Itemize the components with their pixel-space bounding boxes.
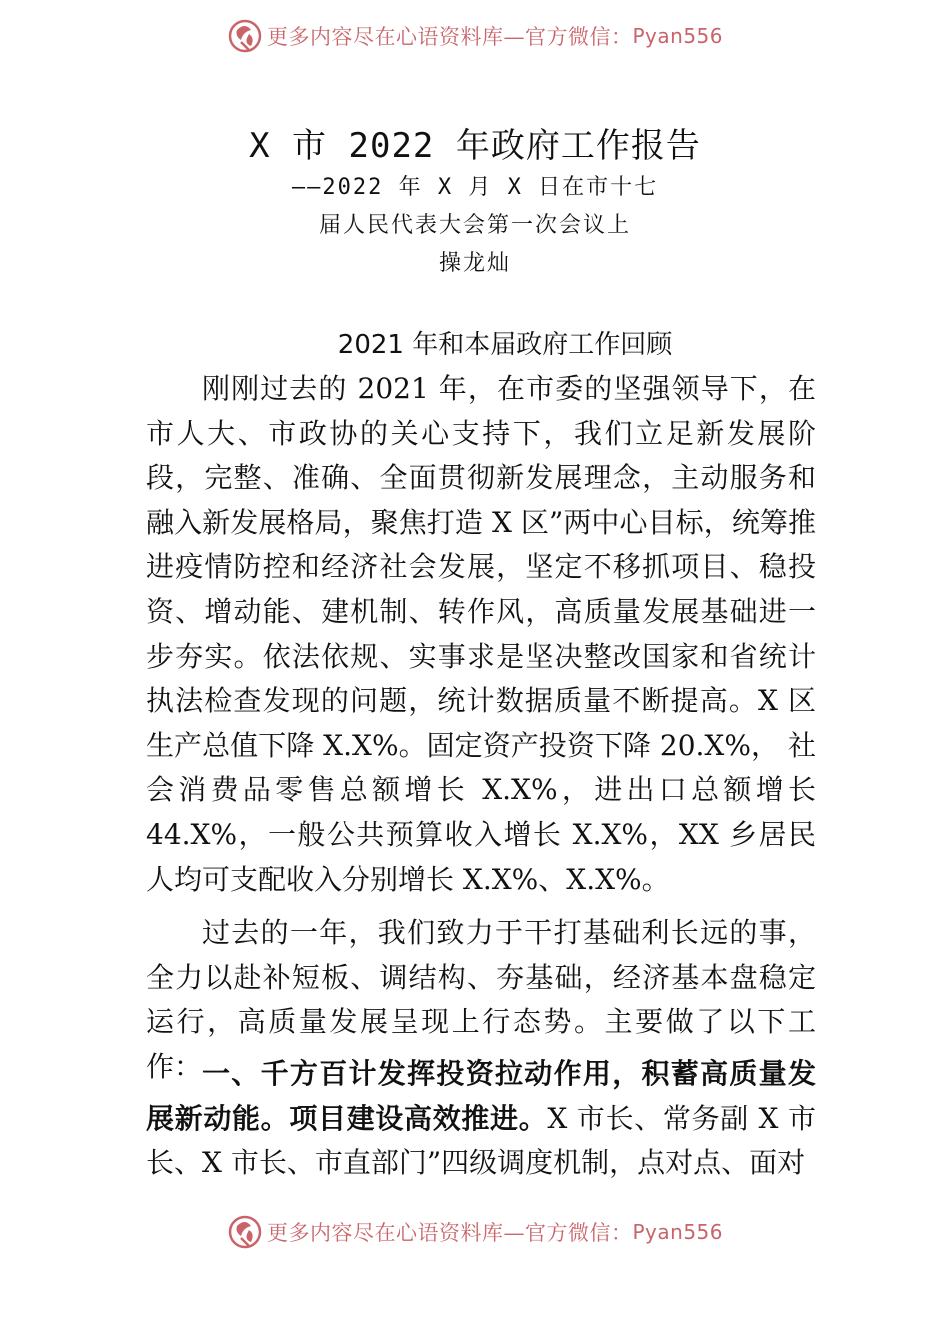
- clover-logo-icon: [227, 1214, 263, 1250]
- watermark-contact: Pyan556: [632, 24, 723, 48]
- paragraph-review: 刚刚过去的 2021 年，在市委的坚强领导下，在市人大、市政协的关心支持下，我们立足新发展阶段，完整、准确、全面贯彻新发展理念，主动服务和融入新发展格局，聚焦打造 X 区”两中心目标，统筹推进疫情防控和经济社会发展，坚定不移抓项目、稳投资、增动能、建机制、转作风，高质量发展基础进一步夯实。依法依规、实事求是坚决整改国家和省统计执法检查发现的问题，统计数据质量不断提高。X 区生产总值下降 X.X%。固定资产投资下降 20.X%， 社会消费品零售总额增长 X.X%，进出口总额增长 44.X%，一般公共预算收入增长 X.X%，XX 乡居民人均可支配收入分别增长 X.X%、X.X%。: [146, 372, 816, 896]
- document-title: X 市 2022 年政府工作报告: [249, 126, 701, 166]
- watermark-contact: Pyan556: [632, 1220, 723, 1244]
- watermark-text: 更多内容尽在心语资料库—官方微信：: [266, 1221, 633, 1245]
- section-heading: 2021 年和本届政府工作回顾: [337, 330, 673, 360]
- watermark-footer: [0, 1210, 950, 1254]
- paragraph-section-one-heading: 一、千方百计发挥投资拉动作用，积蓄高质量发展新动能。项目建设高效推进。: [146, 1057, 816, 1135]
- watermark-text: 更多内容尽在心语资料库—官方微信：: [266, 25, 633, 49]
- watermark-header: [0, 14, 950, 58]
- subtitle-line-2: 届人民代表大会第一次会议上: [318, 213, 631, 238]
- paragraph-section-one: [146, 1052, 816, 1186]
- paragraph-section-one-text: X 市长、常务副 X 市长、X 市长、市直部门”四级调度机制，点对点、面对: [146, 1101, 816, 1180]
- clover-logo-icon: [227, 18, 263, 54]
- subtitle-line-1: ——2022 年 X 月 X 日在市十七: [291, 175, 659, 200]
- subtitle-author: 操龙灿: [438, 251, 511, 276]
- paragraph-summary: 过去的一年，我们致力于干打基础利长远的事，全力以赴补短板、调结构、夯基础，经济基本盘稳定运行，高质量发展呈现上行态势。主要做了以下工作：: [146, 916, 816, 1083]
